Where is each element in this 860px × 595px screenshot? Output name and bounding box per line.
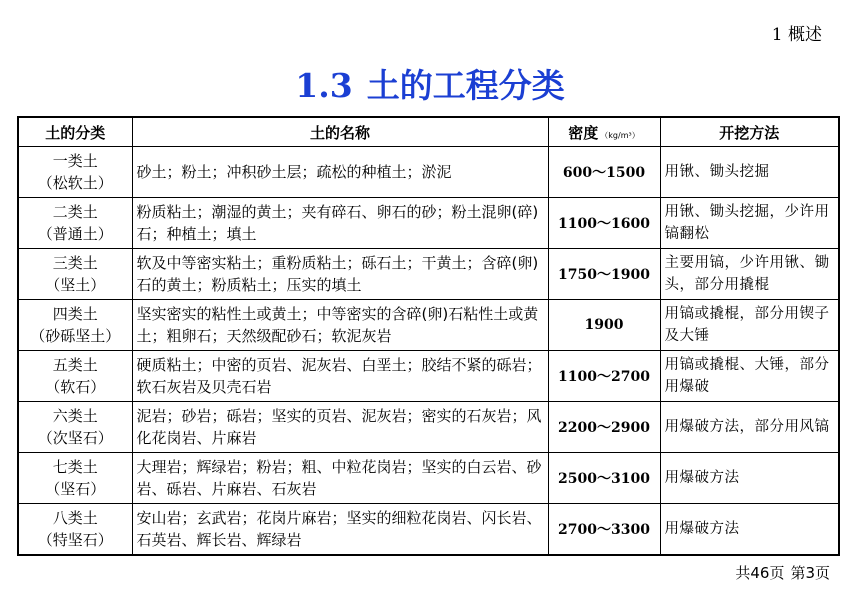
- soil-class-cell: [18, 402, 132, 453]
- soil-class-cell: [18, 249, 132, 300]
- density-cell: [548, 351, 660, 402]
- table-row: [18, 504, 839, 556]
- chapter-label: 1 概述: [771, 25, 822, 45]
- section-title: 土的工程分类: [366, 66, 565, 105]
- density-cell-text: 2500～3100: [558, 471, 650, 487]
- soil-class-cell-text: 三类土: [52, 254, 98, 272]
- current-page: 第3页: [790, 564, 830, 582]
- table-row: [18, 402, 839, 453]
- soil-name-cell-text: 硬质粘土；中密的页岩、泥灰岩、白垩土；胶结不紧的砾岩；软石灰岩及贝壳石岩: [136, 356, 542, 396]
- excavation-method-cell-text: 用爆破方法，部分用风镐: [664, 419, 830, 435]
- soil-name-cell: [132, 402, 548, 453]
- excavation-method-cell: [660, 453, 839, 504]
- density-cell-text: 1100～2700: [558, 369, 650, 385]
- density-cell: [548, 300, 660, 351]
- soil-class-cell: [18, 504, 132, 556]
- excavation-method-cell-text: 主要用镐，少许用锹、锄头，部分用撬棍: [664, 255, 830, 293]
- table-row: [18, 300, 839, 351]
- soil-name-cell-text: 软及中等密实粘土；重粉质粘土；砾石土；干黄土；含碎(卵)石的黄土；粉质粘土；压实的填土: [136, 254, 539, 294]
- header-density-unit: （kg/m³）: [600, 130, 640, 140]
- soil-classification-table: [17, 116, 840, 556]
- density-cell-text: 1900: [584, 317, 624, 333]
- soil-name-cell: [132, 351, 548, 402]
- excavation-method-cell: [660, 504, 839, 556]
- density-cell: [548, 504, 660, 556]
- soil-class-cell-text: 一类土: [52, 152, 98, 170]
- density-cell-text: 1750～1900: [558, 267, 650, 283]
- density-cell: [548, 198, 660, 249]
- soil-name-cell-text: 砂土；粉土；冲积砂土层；疏松的种植土；淤泥: [136, 163, 452, 181]
- excavation-method-cell: [660, 249, 839, 300]
- soil-class-cell-text: （次坚石）: [37, 429, 113, 447]
- soil-class-cell: [18, 300, 132, 351]
- excavation-method-cell: [660, 198, 839, 249]
- excavation-method-cell: [660, 351, 839, 402]
- soil-name-cell-text: 粉质粘土；潮湿的黄土；夹有碎石、卵石的砂；粉土混卵(碎)石；种植土；填土: [136, 203, 539, 243]
- soil-class-cell: [18, 147, 132, 198]
- soil-class-cell-text: （砂砾坚土）: [30, 327, 121, 345]
- excavation-method-cell: [660, 300, 839, 351]
- excavation-method-cell-text: 用锹、锄头挖掘: [664, 164, 770, 180]
- soil-class-cell-text: （特坚石）: [37, 531, 113, 549]
- soil-name-cell: [132, 453, 548, 504]
- header-density: [548, 117, 660, 147]
- density-cell: [548, 402, 660, 453]
- soil-class-cell-text: 八类土: [52, 509, 98, 527]
- density-cell: [548, 249, 660, 300]
- table-row: [18, 249, 839, 300]
- header-density-label: 密度: [568, 123, 599, 142]
- soil-name-cell: [132, 249, 548, 300]
- header-method: 开挖方法: [660, 117, 839, 147]
- soil-class-cell-text: （松软土）: [37, 174, 113, 192]
- header-classification: 土的分类: [18, 117, 132, 147]
- soil-class-cell-text: （坚土）: [45, 276, 106, 294]
- soil-class-cell-text: （软石）: [45, 378, 106, 396]
- density-cell-text: 2700～3300: [558, 522, 650, 538]
- soil-name-cell: [132, 300, 548, 351]
- density-cell: [548, 453, 660, 504]
- soil-name-cell-text: 大理岩；辉绿岩；粉岩；粗、中粒花岗岩；坚实的白云岩、砂岩、砾岩、片麻岩、石灰岩: [136, 458, 542, 498]
- excavation-method-cell-text: 用爆破方法: [664, 470, 740, 486]
- soil-class-cell-text: 五类土: [52, 356, 98, 374]
- soil-class-cell-text: 四类土: [52, 305, 98, 323]
- soil-class-cell-text: 二类土: [52, 203, 98, 221]
- excavation-method-cell: [660, 402, 839, 453]
- soil-class-cell: [18, 351, 132, 402]
- soil-class-cell: [18, 198, 132, 249]
- section-number: 1.3: [295, 66, 353, 105]
- soil-name-cell: [132, 504, 548, 556]
- soil-name-cell-text: 泥岩；砂岩；砾岩；坚实的页岩、泥灰岩；密实的石灰岩；风化花岗岩、片麻岩: [136, 407, 542, 447]
- table-row: [18, 147, 839, 198]
- soil-name-cell: [132, 147, 548, 198]
- density-cell: [548, 147, 660, 198]
- total-pages: 共46页: [735, 564, 785, 582]
- header-name: 土的名称: [132, 117, 548, 147]
- table-row: [18, 351, 839, 402]
- table-header-row: [18, 117, 839, 147]
- page-footer: [729, 562, 830, 583]
- soil-class-cell-text: （坚石）: [45, 480, 106, 498]
- excavation-method-cell-text: 用镐或撬棍，部分用锲子及大锤: [664, 306, 830, 344]
- soil-class-cell: [18, 453, 132, 504]
- excavation-method-cell-text: 用爆破方法: [664, 521, 740, 537]
- soil-class-cell-text: 七类土: [52, 458, 98, 476]
- density-cell-text: 1100～1600: [558, 216, 650, 232]
- excavation-method-cell-text: 用锹、锄头挖掘，少许用镐翻松: [664, 204, 830, 242]
- density-cell-text: 2200～2900: [558, 420, 650, 436]
- soil-name-cell-text: 坚实密实的粘性土或黄土；中等密实的含碎(卵)石粘性土或黄土；粗卵石；天然级配砂石；软泥灰岩: [136, 305, 539, 345]
- table-row: [18, 453, 839, 504]
- soil-name-cell-text: 安山岩；玄武岩；花岗片麻岩；坚实的细粒花岗岩、闪长岩、石英岩、辉长岩、辉绿岩: [136, 509, 542, 549]
- table-row: [18, 198, 839, 249]
- density-cell-text: 600～1500: [562, 165, 646, 181]
- soil-class-cell-text: 六类土: [52, 407, 98, 425]
- soil-class-cell-text: （普通土）: [37, 225, 113, 243]
- excavation-method-cell-text: 用镐或撬棍、大锤，部分用爆破: [664, 357, 830, 395]
- soil-name-cell: [132, 198, 548, 249]
- page-title: [0, 60, 860, 107]
- excavation-method-cell: [660, 147, 839, 198]
